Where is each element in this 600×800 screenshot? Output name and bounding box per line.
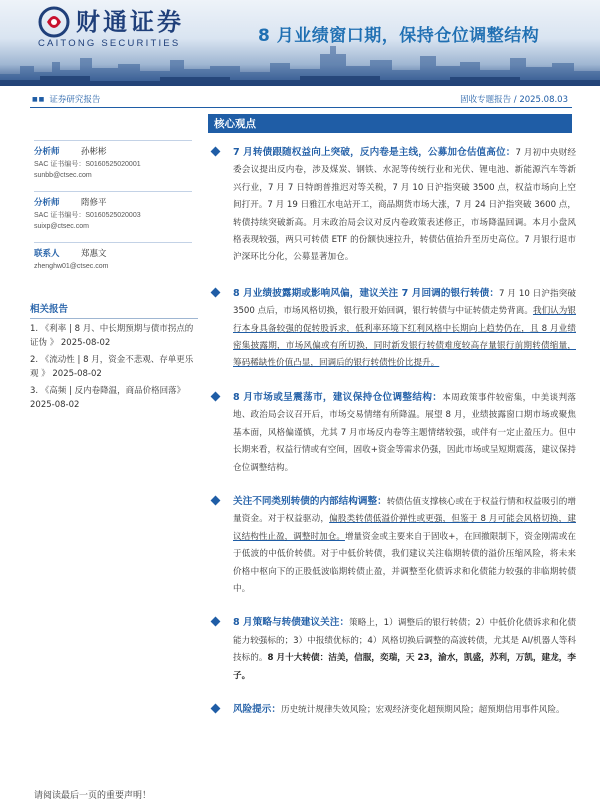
contact-role: 联系人 bbox=[34, 249, 60, 259]
core-view-underlined: 偏股类转债低溢价弹性或更强，但鉴于 8 月可能会风格切换，建议结构性止盈，调整时加仓。 bbox=[233, 514, 576, 542]
related-reports bbox=[30, 301, 198, 412]
core-view-item bbox=[212, 493, 576, 598]
analyst-name: 隋修平 bbox=[81, 198, 107, 208]
header-banner bbox=[0, 0, 600, 86]
core-view-headline: 8 月业绩披露期或影响风偏，建议关注 7 月回调的银行转债： bbox=[233, 287, 500, 299]
report-type-label: 证券研究报告 bbox=[49, 95, 101, 105]
core-view-item bbox=[212, 144, 576, 267]
logo-mark-icon bbox=[38, 6, 70, 38]
core-view-body: 转债估值支撑核心或在于权益行情和权益吸引的增量资金。对于权益驱动， bbox=[233, 496, 576, 525]
core-view-body: 策略上，1）调整后的银行转债；2）中低价化债诉求和化债能力较强标的；3）中报绩优标的；4）风格切换后调整的高波转债，尤其是 AI/机器人等科技标的。 bbox=[233, 618, 577, 664]
diamond-bullet-icon bbox=[211, 147, 221, 157]
analyst-card bbox=[34, 140, 192, 181]
related-report-item[interactable]: 2. 《流动性 | 8 月，资金不悲观、存单更乐观 》 2025-08-02 bbox=[30, 355, 194, 379]
analyst-card bbox=[34, 191, 192, 232]
diamond-bullet-icon bbox=[211, 495, 221, 505]
analyst-name: 孙彬彬 bbox=[81, 147, 107, 157]
core-view-underlined: 我们认为银行本身具备较强的促转股诉求，低利率环境下红利风格中长期向上趋势仍在，且 8 月业绩密集披露期，市场风偏或有所切换，同时新发银行转债难度较高存量银行前期转债缩量，筹码稀缺性价值凸显，回调后的银行转债性价比提升。 bbox=[233, 306, 576, 369]
logo-chinese-name: 财通证券 bbox=[76, 7, 184, 36]
related-report-item[interactable]: 3. 《高频 | 反内卷降温，商品价格回落》 2025-08-02 bbox=[30, 386, 186, 410]
core-view-bold: 8 月十大转债：洁美，信服，奕瑞，天 23，渝水，凯盛，苏利，万凯，建龙，李子。 bbox=[233, 653, 576, 681]
company-logo bbox=[38, 6, 184, 38]
core-view-headline: 风险提示： bbox=[233, 703, 281, 715]
core-view-headline: 8 月策略与转债建议关注： bbox=[233, 617, 350, 629]
core-view-item bbox=[212, 285, 576, 373]
report-type bbox=[32, 93, 100, 105]
related-report-item[interactable]: 1. 《利率 | 8 月、中长期预期与债市拐点的证伪 》 2025-08-02 bbox=[30, 324, 194, 348]
related-reports-title: 相关报告 bbox=[30, 301, 198, 319]
core-view-item bbox=[212, 614, 576, 685]
page-title: 8 月业绩窗口期，保持仓位调整结构 bbox=[258, 26, 540, 46]
analyst-cert: SAC 证书编号：S0160525020001 bbox=[34, 161, 141, 168]
core-view-item bbox=[212, 701, 576, 719]
core-view-headline: 7 月转债跟随权益向上突破，反内卷是主线，公募加仓估值高位： bbox=[233, 147, 516, 158]
core-view-item bbox=[212, 389, 576, 477]
core-views-list bbox=[212, 144, 576, 719]
core-view-body: 增量资金或主要来自于固收+，在回撤限制下，资金刚需或在于低波的中低价转债。对于中低价转债，我们建议关注临期转债的溢价压缩风险，将未来价格中枢向下的正股低波临期转债止盈，并调整至化债诉求和化债能力较强的非临期转债中。 bbox=[233, 531, 576, 594]
core-view-headline: 关注不同类别转债的内部结构调整： bbox=[233, 495, 387, 507]
core-view-body: 历史统计规律失效风险；宏观经济变化超预期风险；超预期信用事件风险。 bbox=[280, 704, 565, 715]
diamond-bullet-icon bbox=[211, 287, 221, 297]
analyst-panel bbox=[34, 140, 192, 282]
dots-icon: ■■ bbox=[32, 95, 46, 103]
core-view-body: 7 月初中央财经委会议提出反内卷，涉及煤炭、钢铁、水泥等传统行业和光伏、锂电池、新能源汽车等新兴行业，7 月 7 日特朗普推迟对等关税，7 月 10 日沪指突破 3500 点，权益市场向上空间打开。7 月 19 日雅江水电站开工，商品期货市场大涨，7 月 24 日沪指突破 3600 点，转债持续突破新高。月末政治局会议对反内卷政策表述修正，市场降温回调。本月小盘风格表现较强，两只可转债 ETF 的份额快速拉升，转债估值抬升至历史高位。7 月银行退市沪深环比分化，公募显著加仓。 bbox=[233, 148, 577, 263]
diamond-bullet-icon bbox=[211, 391, 221, 401]
report-category-date: 固收专题报告 / 2025.08.03 bbox=[460, 95, 568, 105]
analyst-email[interactable]: sunbb@ctsec.com bbox=[34, 172, 92, 179]
analyst-role: 分析师 bbox=[34, 198, 60, 208]
analyst-cert: SAC 证书编号：S0160525020003 bbox=[34, 212, 141, 219]
core-view-headline: 8 月市场或呈震荡市，建议保持仓位调整结构： bbox=[233, 391, 443, 403]
footer-disclaimer: 请阅读最后一页的重要声明！ bbox=[34, 791, 152, 800]
contact-name: 郑惠文 bbox=[81, 249, 107, 259]
core-view-body: 7 月 10 日沪指突破 3500 点后，市场风格切换，银行股开始回调，银行转债与中证转债走势背离。 bbox=[233, 288, 576, 317]
contact-email[interactable]: zhenghw01@ctsec.com bbox=[34, 263, 109, 270]
report-meta-row bbox=[30, 92, 572, 108]
analyst-role: 分析师 bbox=[34, 147, 60, 157]
diamond-bullet-icon bbox=[211, 617, 221, 627]
logo-english-name: CAITONG SECURITIES bbox=[38, 38, 181, 49]
core-views-heading: 核心观点 bbox=[208, 114, 572, 133]
contact-card bbox=[34, 242, 192, 272]
analyst-email[interactable]: suixp@ctsec.com bbox=[34, 223, 89, 230]
diamond-bullet-icon bbox=[211, 704, 221, 714]
core-view-body: 本周政策事件较密集，中美谈判落地、政治局会议召开后，市场交易情绪有所降温。展望 8 月，业绩披露窗口期市场或聚焦基本面，风格偏谨慎，尤其 7 月市场反内卷等主题情绪较强，或伴有一定止盈压力。但中长期来看，权益行情或有空间，固收+资金等需求仍强，因此市场或呈短期震荡，建议保持仓位调整结构。 bbox=[233, 392, 576, 473]
